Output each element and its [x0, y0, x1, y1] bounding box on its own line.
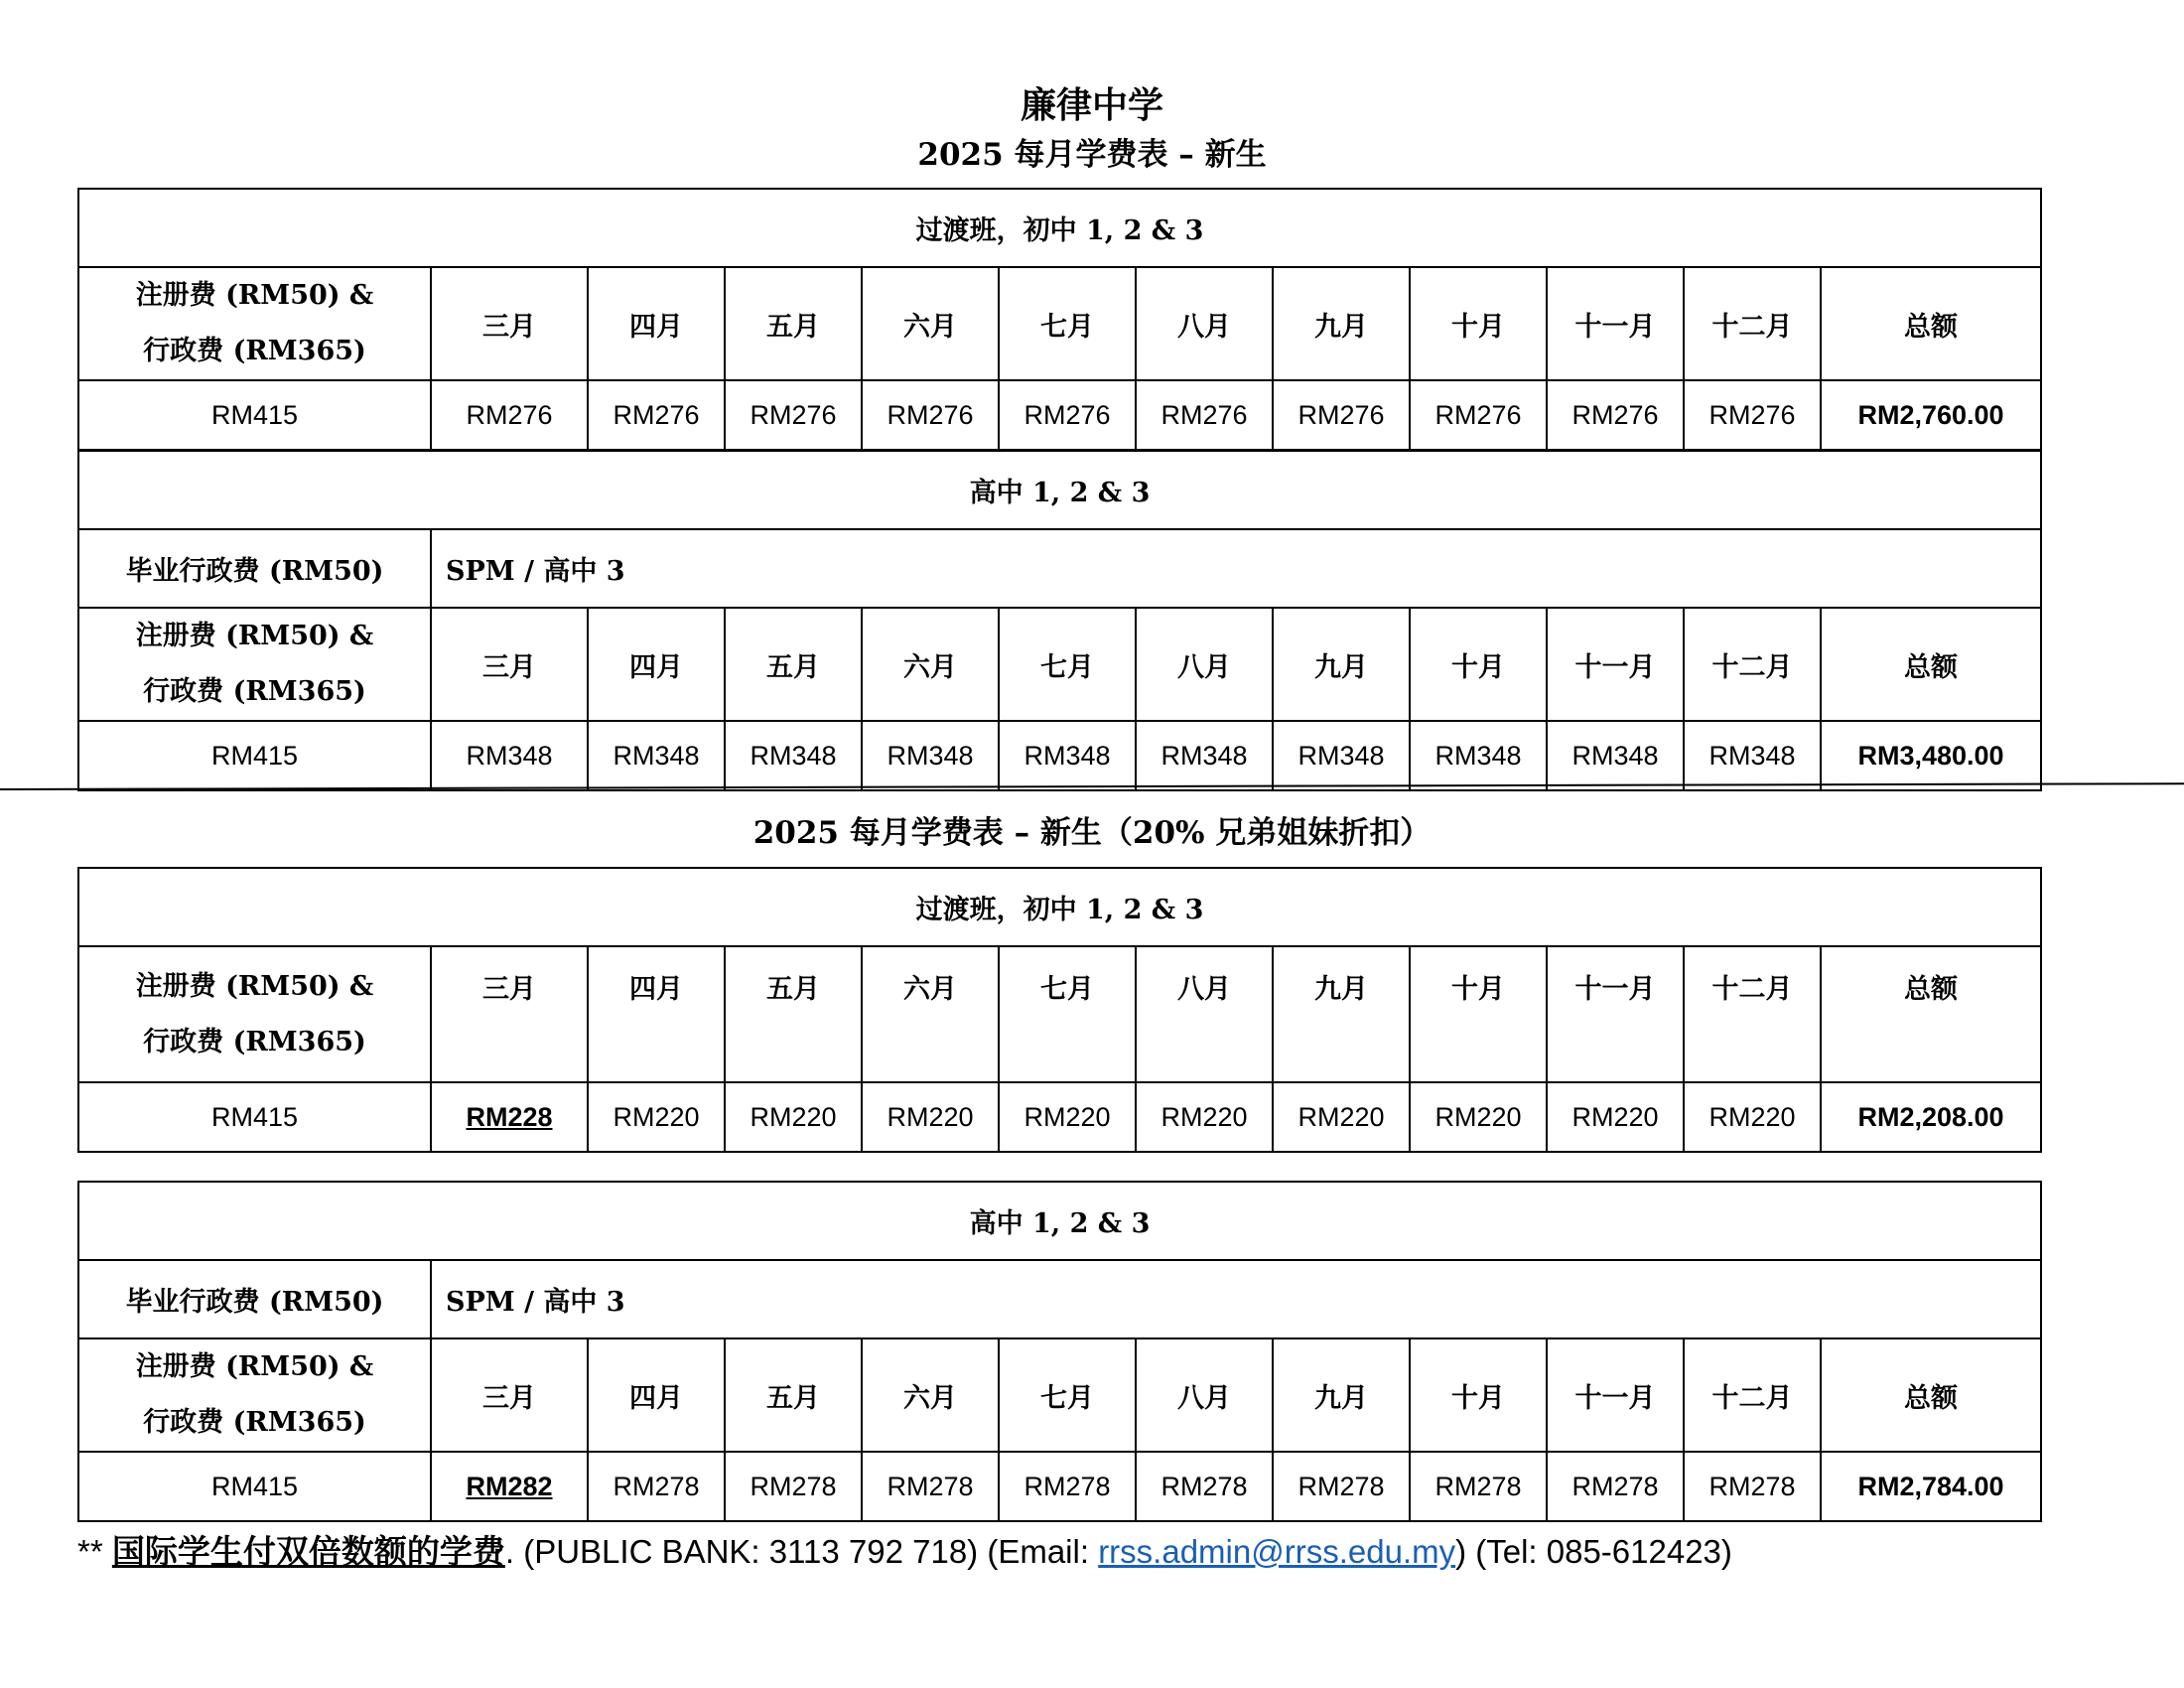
monthly-amount: RM278 [862, 1452, 999, 1521]
month-header: 十二月 [1684, 1338, 1821, 1452]
month-header: 十月 [1410, 267, 1547, 380]
month-header: 十二月 [1684, 608, 1821, 721]
month-header: 八月 [1136, 1338, 1273, 1452]
month-header: 十一月 [1547, 267, 1684, 380]
school-title: 廉律中学 [1020, 84, 1163, 126]
fee-table-junior-sibling [77, 867, 2042, 1153]
month-header: 三月 [431, 946, 588, 1082]
monthly-amount: RM348 [725, 721, 862, 790]
month-header: 十一月 [1547, 1338, 1684, 1452]
grad-fee-note: SPM / 高中 3 [431, 529, 2041, 608]
monthly-amount: RM348 [999, 721, 1136, 790]
monthly-amount: RM220 [999, 1082, 1136, 1152]
grad-admin-fee-label: 毕业行政费 (RM50) [78, 529, 431, 608]
month-header: 七月 [999, 267, 1136, 380]
month-header: 七月 [999, 946, 1136, 1082]
month-header: 十一月 [1547, 608, 1684, 721]
registration-amount: RM415 [78, 721, 431, 790]
grad-admin-fee-label: 毕业行政费 (RM50) [78, 1260, 431, 1338]
monthly-amount: RM278 [588, 1452, 725, 1521]
table-caption: 过渡班，初中 1, 2 & 3 [78, 189, 2041, 267]
month-header: 六月 [862, 608, 999, 721]
total-amount: RM3,480.00 [1821, 721, 2041, 790]
monthly-amount: RM348 [1684, 721, 1821, 790]
month-header: 四月 [588, 608, 725, 721]
monthly-amount: RM276 [1136, 380, 1273, 450]
monthly-amount: RM348 [1410, 721, 1547, 790]
bank-info: (PUBLIC BANK: 3113 792 718) (Email: [514, 1533, 1099, 1570]
monthly-amount: RM278 [1684, 1452, 1821, 1521]
table-caption: 高中 1, 2 & 3 [78, 1182, 2041, 1260]
month-header: 八月 [1136, 608, 1273, 721]
month-header: 十二月 [1684, 267, 1821, 380]
total-amount: RM2,208.00 [1821, 1082, 2041, 1152]
subtitle-new-students: 2025 每月学费表 – 新生 [917, 137, 1267, 173]
monthly-amount: RM276 [725, 380, 862, 450]
email-link[interactable]: rrss.admin@rrss.edu.my [1098, 1533, 1456, 1570]
month-header: 八月 [1136, 946, 1273, 1082]
monthly-amount: RM220 [1410, 1082, 1547, 1152]
month-header: 九月 [1273, 1338, 1410, 1452]
monthly-amount: RM278 [1273, 1452, 1410, 1521]
month-header: 五月 [725, 1338, 862, 1452]
monthly-amount: RM278 [725, 1452, 862, 1521]
month-header: 十月 [1410, 608, 1547, 721]
monthly-amount: RM228 [431, 1082, 588, 1152]
fee-table-senior [77, 450, 2042, 791]
monthly-amount: RM220 [1273, 1082, 1410, 1152]
grad-fee-note: SPM / 高中 3 [431, 1260, 2041, 1338]
international-student-note: 国际学生付双倍数额的学费 [111, 1532, 505, 1571]
monthly-amount: RM276 [1684, 380, 1821, 450]
table-caption: 过渡班，初中 1, 2 & 3 [78, 868, 2041, 946]
month-header: 七月 [999, 1338, 1136, 1452]
month-header: 三月 [431, 608, 588, 721]
month-header: 七月 [999, 608, 1136, 721]
monthly-amount: RM348 [431, 721, 588, 790]
total-header: 总额 [1821, 267, 2041, 380]
registration-amount: RM415 [78, 1082, 431, 1152]
month-header: 六月 [862, 946, 999, 1082]
footer-note [77, 1526, 1732, 1573]
registration-amount: RM415 [78, 380, 431, 450]
month-header: 四月 [588, 267, 725, 380]
month-header: 十二月 [1684, 946, 1821, 1082]
monthly-amount: RM278 [1136, 1452, 1273, 1521]
monthly-amount: RM348 [1547, 721, 1684, 790]
monthly-amount: RM276 [1547, 380, 1684, 450]
month-header: 九月 [1273, 608, 1410, 721]
reg-admin-fee-header: 注册费 (RM50) & 行政费 (RM365) [78, 946, 431, 1082]
month-header: 四月 [588, 946, 725, 1082]
footer-period: . [504, 1533, 515, 1570]
month-header: 九月 [1273, 267, 1410, 380]
monthly-amount: RM220 [862, 1082, 999, 1152]
subtitle-sibling-discount: 2025 每月学费表 – 新生（20% 兄弟姐妹折扣） [752, 815, 1432, 851]
monthly-amount: RM220 [725, 1082, 862, 1152]
monthly-amount: RM220 [588, 1082, 725, 1152]
fee-table-senior-sibling [77, 1181, 2042, 1522]
monthly-amount: RM276 [1273, 380, 1410, 450]
month-header: 六月 [862, 1338, 999, 1452]
monthly-amount: RM276 [431, 380, 588, 450]
monthly-amount: RM348 [1136, 721, 1273, 790]
month-header: 五月 [725, 608, 862, 721]
total-header: 总额 [1821, 1338, 2041, 1452]
month-header: 九月 [1273, 946, 1410, 1082]
monthly-amount: RM278 [999, 1452, 1136, 1521]
monthly-amount: RM282 [431, 1452, 588, 1521]
month-header: 五月 [725, 946, 862, 1082]
total-header: 总额 [1821, 608, 2041, 721]
registration-amount: RM415 [78, 1452, 431, 1521]
monthly-amount: RM348 [1273, 721, 1410, 790]
month-header: 十月 [1410, 1338, 1547, 1452]
table-caption: 高中 1, 2 & 3 [78, 451, 2041, 529]
monthly-amount: RM220 [1684, 1082, 1821, 1152]
month-header: 八月 [1136, 267, 1273, 380]
monthly-amount: RM276 [1410, 380, 1547, 450]
monthly-amount: RM276 [999, 380, 1136, 450]
month-header: 十月 [1410, 946, 1547, 1082]
monthly-amount: RM276 [588, 380, 725, 450]
monthly-amount: RM348 [862, 721, 999, 790]
month-header: 四月 [588, 1338, 725, 1452]
month-header: 三月 [431, 267, 588, 380]
total-header: 总额 [1821, 946, 2041, 1082]
reg-admin-fee-header: 注册费 (RM50) & 行政费 (RM365) [78, 267, 431, 380]
month-header: 六月 [862, 267, 999, 380]
total-amount: RM2,784.00 [1821, 1452, 2041, 1521]
fee-table-junior [77, 188, 2042, 451]
phone-info: ) (Tel: 085-612423) [1455, 1533, 1732, 1570]
month-header: 十一月 [1547, 946, 1684, 1082]
monthly-amount: RM278 [1410, 1452, 1547, 1521]
monthly-amount: RM276 [862, 380, 999, 450]
monthly-amount: RM348 [588, 721, 725, 790]
month-header: 五月 [725, 267, 862, 380]
monthly-amount: RM278 [1547, 1452, 1684, 1521]
monthly-amount: RM220 [1547, 1082, 1684, 1152]
reg-admin-fee-header: 注册费 (RM50) & 行政费 (RM365) [78, 1338, 431, 1452]
monthly-amount: RM220 [1136, 1082, 1273, 1152]
reg-admin-fee-header: 注册费 (RM50) & 行政费 (RM365) [78, 608, 431, 721]
total-amount: RM2,760.00 [1821, 380, 2041, 450]
month-header: 三月 [431, 1338, 588, 1452]
footer-prefix: ** [77, 1533, 112, 1570]
